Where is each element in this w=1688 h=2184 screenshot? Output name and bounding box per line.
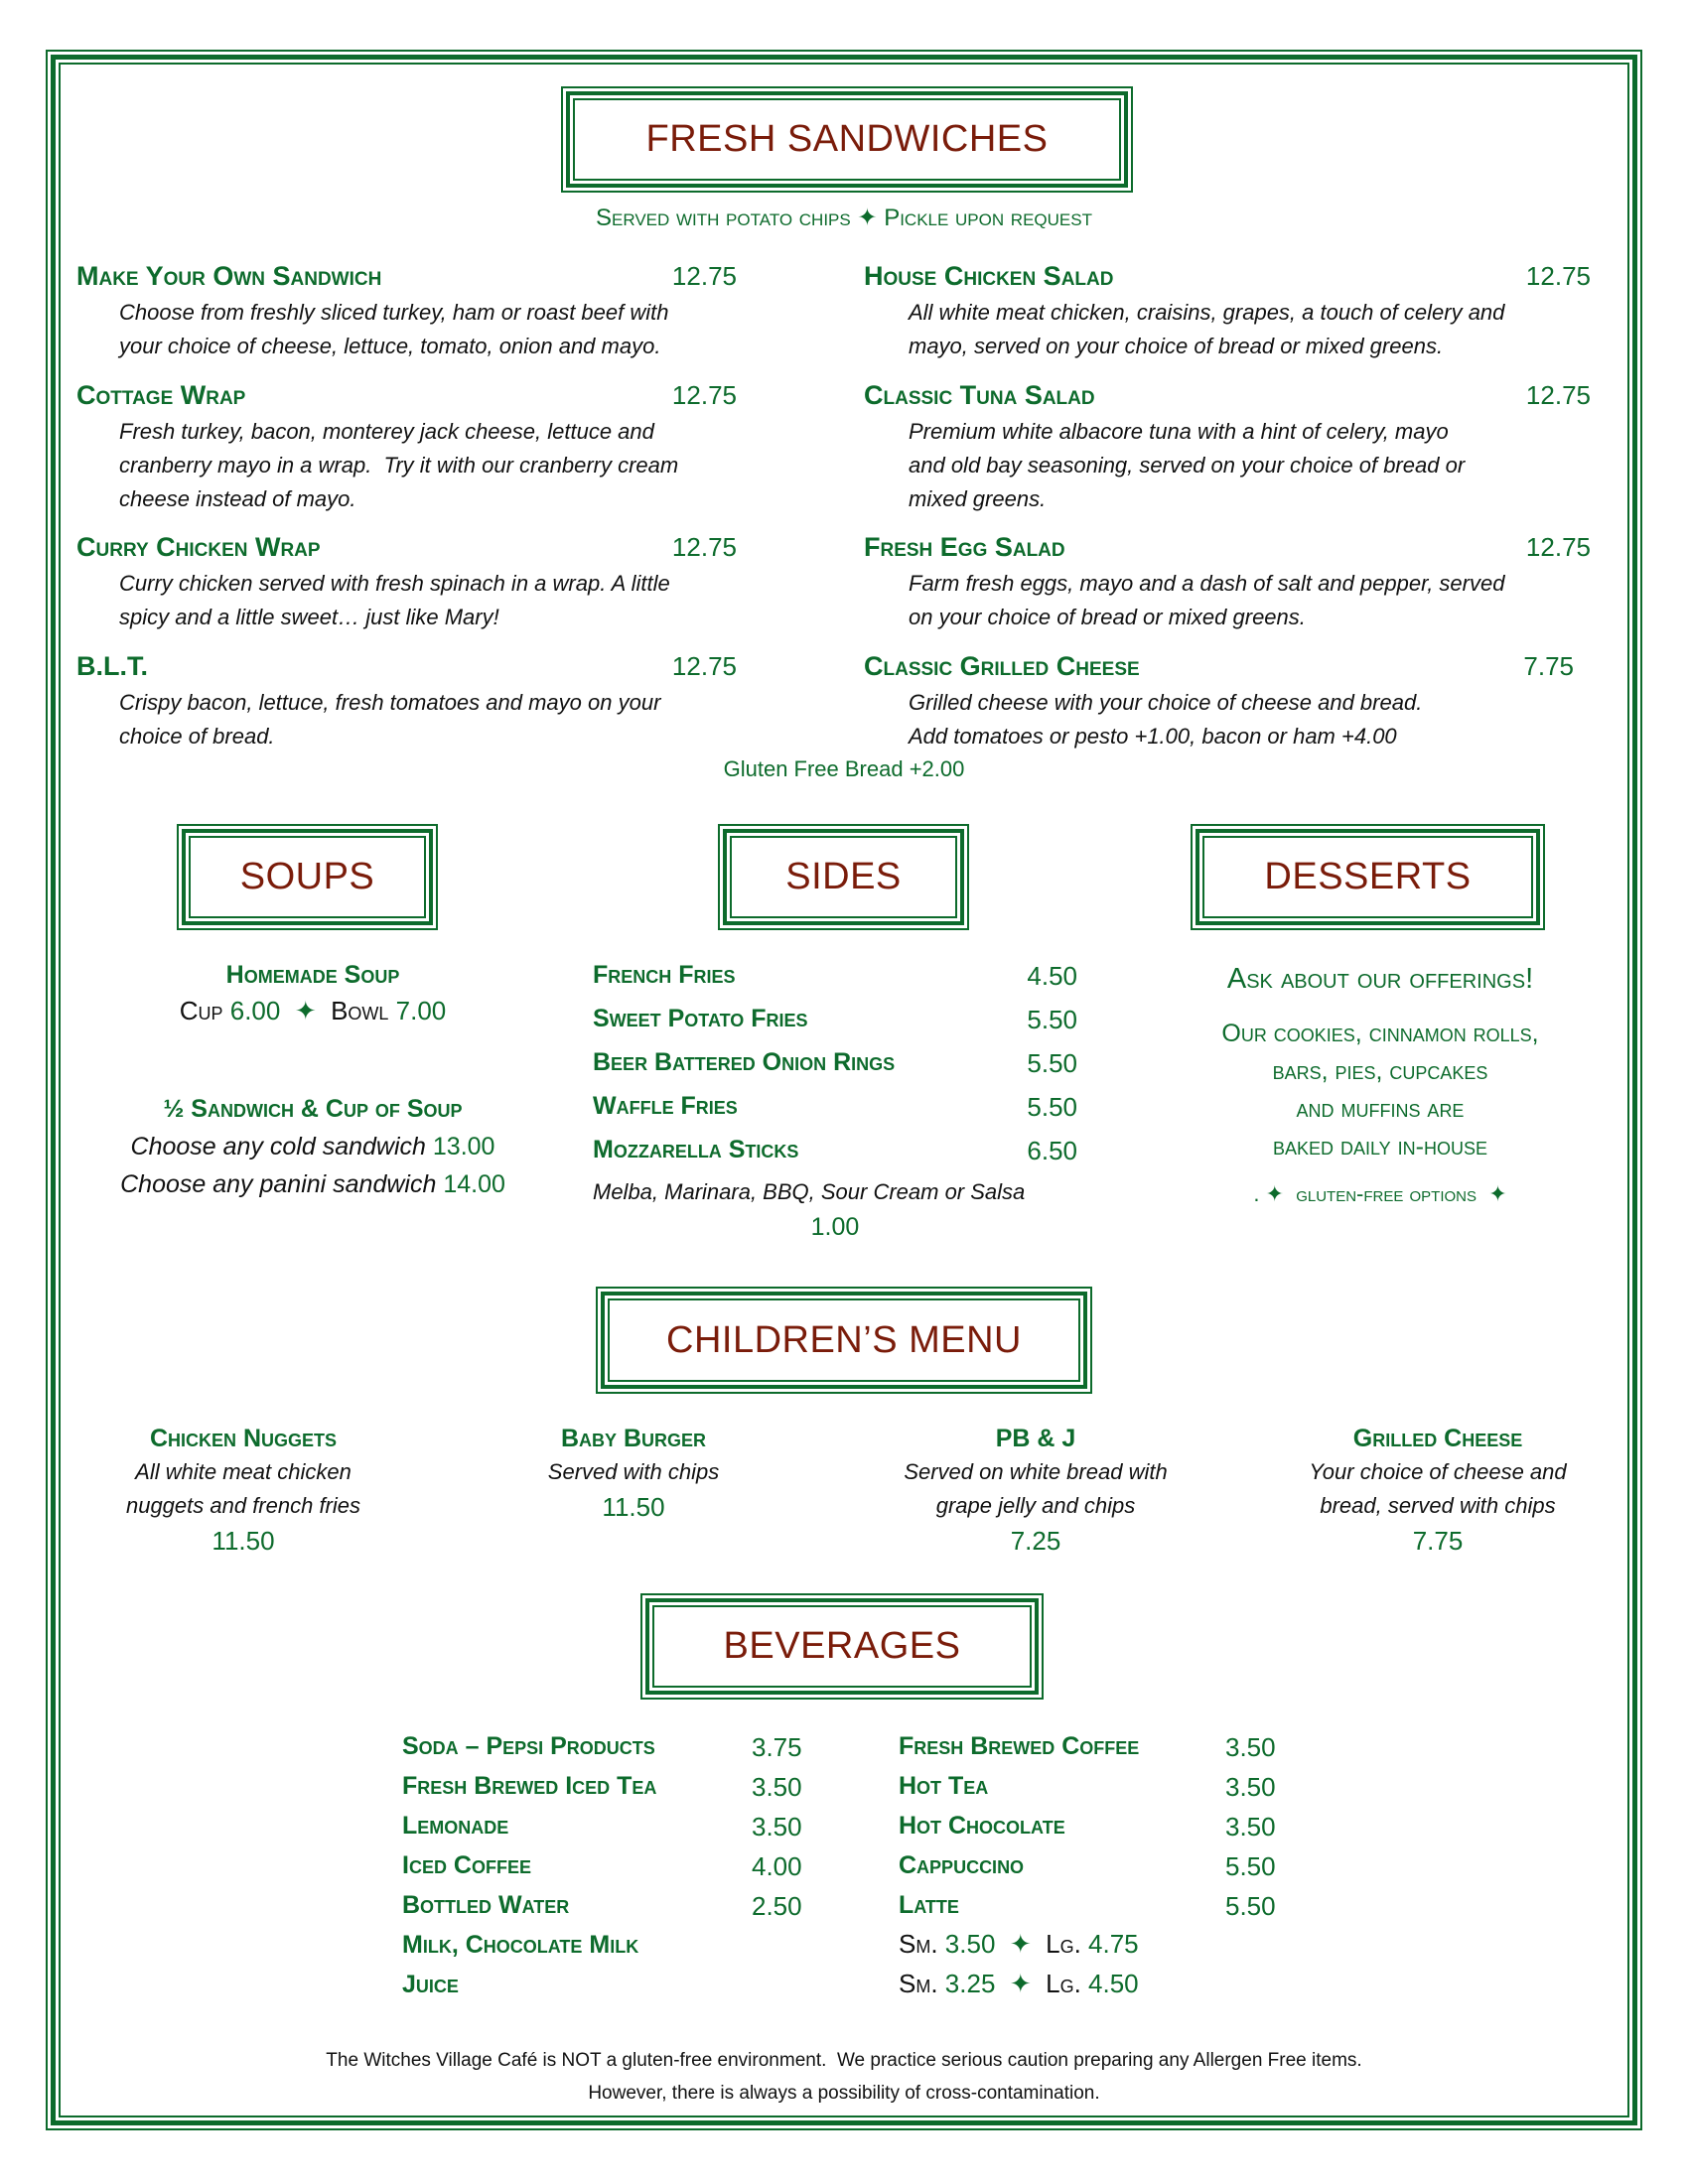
beverage-price: 3.50 xyxy=(1225,1732,1276,1762)
sauces-list: Melba, Marinara, BBQ, Sour Cream or Salsa xyxy=(593,1179,1026,1204)
item-description xyxy=(909,567,1604,634)
kids-item-name: Grilled Cheese xyxy=(1352,1425,1523,1452)
item-name: Classic Grilled Cheese xyxy=(864,651,1140,681)
small-label: Sm. xyxy=(899,1929,938,1959)
bowl-label: Bowl xyxy=(331,996,389,1025)
kids-item-desc: grape jelly and chips xyxy=(935,1493,1136,1518)
kids-item-price: 11.50 xyxy=(211,1526,275,1556)
item-description xyxy=(909,296,1604,363)
side-price: 4.50 xyxy=(1027,961,1077,991)
beverage-name: Fresh Brewed Coffee xyxy=(899,1732,1140,1760)
desc-line: Grilled cheese with your choice of cheese and bread. xyxy=(909,690,1423,715)
side-price: 5.50 xyxy=(1027,1005,1077,1034)
item-price: 12.75 xyxy=(671,261,737,291)
kids-item-desc: bread, served with chips xyxy=(1320,1493,1556,1518)
kids-item xyxy=(475,1422,792,1525)
small-price: 3.50 xyxy=(944,1929,996,1959)
item-description xyxy=(909,415,1604,516)
item-description xyxy=(119,415,814,516)
beverage-price: 5.50 xyxy=(1225,1851,1276,1881)
item-description xyxy=(119,686,814,753)
bowl-price: 7.00 xyxy=(395,996,447,1025)
children-header-box xyxy=(596,1287,1092,1394)
side-name: Mozzarella Sticks xyxy=(593,1136,799,1163)
desc-line: on your choice of bread or mixed greens. xyxy=(909,605,1306,629)
beverage-price: 3.50 xyxy=(1225,1812,1276,1842)
small-label: Sm. xyxy=(899,1969,938,1998)
side-price: 5.50 xyxy=(1027,1092,1077,1122)
beverage-price: 5.50 xyxy=(1225,1891,1276,1921)
beverage-name: Cappuccino xyxy=(899,1851,1025,1879)
desc-line: Premium white albacore tuna with a hint of celery, mayo xyxy=(909,419,1449,444)
desc-line: spicy and a little sweet… just like Mary! xyxy=(119,605,499,629)
small-price: 3.25 xyxy=(944,1969,996,1998)
kids-item xyxy=(877,1422,1195,1559)
side-price: 5.50 xyxy=(1027,1048,1077,1078)
children-title: CHILDREN’S MENU xyxy=(666,1318,1022,1361)
beverage-price: 3.50 xyxy=(752,1812,802,1842)
combo-option-label: Choose any cold sandwich xyxy=(130,1133,426,1160)
side-name: Beer Battered Onion Rings xyxy=(593,1048,896,1076)
beverage-name: Iced Coffee xyxy=(402,1851,531,1879)
sandwiches-title: FRESH SANDWICHES xyxy=(645,118,1049,160)
item-description xyxy=(909,686,1604,753)
item-name: Make Your Own Sandwich xyxy=(76,261,382,291)
item-name: Curry Chicken Wrap xyxy=(76,532,321,562)
desc-line: cranberry mayo in a wrap. Try it with our cranberry cream xyxy=(119,453,679,478)
kids-item xyxy=(1279,1422,1597,1559)
cup-price: 6.00 xyxy=(229,996,281,1025)
sandwiches-subtitle xyxy=(0,204,1688,232)
desc-line: choice of bread. xyxy=(119,724,275,749)
beverage-price: 3.50 xyxy=(752,1772,802,1802)
large-label: Lg. xyxy=(1046,1929,1081,1959)
item-name: B.L.T. xyxy=(76,651,148,681)
item-price: 12.75 xyxy=(671,651,737,681)
item-name: Fresh Egg Salad xyxy=(864,532,1065,562)
desc-line: Choose from freshly sliced turkey, ham or roast beef with xyxy=(119,300,669,325)
beverage-price: 2.50 xyxy=(752,1891,802,1921)
kids-item-desc: Served on white bread with xyxy=(904,1459,1168,1484)
allergen-disclaimer-line1: The Witches Village Café is NOT a gluten-free environment. We practice serious caution preparing any Allergen Free items. xyxy=(326,2050,1362,2071)
beverage-price: 3.50 xyxy=(1225,1772,1276,1802)
sides-header-box xyxy=(718,824,969,930)
item-description xyxy=(119,567,814,634)
desc-line: Fresh turkey, bacon, monterey jack cheese, lettuce and xyxy=(119,419,654,444)
sparkle-icon: ✦ xyxy=(857,205,878,231)
gluten-free-bread-note: Gluten Free Bread +2.00 xyxy=(723,756,965,781)
sandwiches-header-box xyxy=(561,86,1133,193)
homemade-soup xyxy=(89,957,536,1028)
kids-item-price: 7.25 xyxy=(1010,1526,1061,1556)
kids-item-desc: All white meat chicken xyxy=(135,1459,352,1484)
item-name: House Chicken Salad xyxy=(864,261,1114,291)
desserts-gluten-free: . ✦ gluten-free options ✦ xyxy=(1253,1181,1507,1206)
large-price: 4.75 xyxy=(1088,1929,1139,1959)
kids-item-desc: Served with chips xyxy=(547,1459,720,1484)
kids-item-desc: Your choice of cheese and xyxy=(1309,1459,1567,1484)
beverage-name: Milk, Chocolate Milk xyxy=(402,1931,639,1959)
soups-title: SOUPS xyxy=(239,856,375,897)
desserts-line: bars, pies, cupcakes xyxy=(1272,1057,1488,1085)
combo-option-price: 13.00 xyxy=(432,1133,495,1160)
sparkle-icon: ✦ xyxy=(294,996,317,1025)
item-price: 12.75 xyxy=(671,532,737,562)
kids-item-name: PB & J xyxy=(995,1425,1076,1452)
kids-item-price: 7.75 xyxy=(1412,1526,1464,1556)
item-price: 12.75 xyxy=(1525,380,1591,410)
desc-line: mixed greens. xyxy=(909,486,1047,511)
desserts-line: and muffins are xyxy=(1296,1095,1465,1123)
desc-line: Curry chicken served with fresh spinach in a wrap. A little xyxy=(119,571,670,596)
desc-line: All white meat chicken, craisins, grapes, a touch of celery and xyxy=(909,300,1505,325)
desserts-line: Our cookies, cinnamon rolls, xyxy=(1221,1020,1539,1047)
side-name: French Fries xyxy=(593,961,736,989)
desserts-line: baked daily in-house xyxy=(1273,1133,1487,1160)
combo-option xyxy=(70,1165,556,1203)
desc-line: Add tomatoes or pesto +1.00, bacon or ham +4.00 xyxy=(909,724,1397,749)
beverage-price: 3.75 xyxy=(752,1732,802,1762)
beverage-name: Hot Chocolate xyxy=(899,1812,1065,1840)
beverages-header-box xyxy=(640,1593,1044,1700)
item-price: 12.75 xyxy=(671,380,737,410)
beverage-name: Latte xyxy=(899,1891,959,1919)
kids-item xyxy=(84,1422,402,1559)
sparkle-icon: ✦ xyxy=(1009,1929,1032,1959)
item-name: Cottage Wrap xyxy=(76,380,246,410)
kids-item-name: Baby Burger xyxy=(560,1425,707,1452)
combo-option-label: Choose any panini sandwich xyxy=(120,1170,437,1198)
combo-option-price: 14.00 xyxy=(443,1170,505,1198)
homemade-soup-prices xyxy=(89,993,536,1028)
desc-line: Farm fresh eggs, mayo and a dash of salt and pepper, served xyxy=(909,571,1505,596)
beverage-price: 4.00 xyxy=(752,1851,802,1881)
desserts-headline: Ask about our offerings! xyxy=(1226,963,1534,995)
desserts-title: DESSERTS xyxy=(1264,856,1472,897)
large-label: Lg. xyxy=(1046,1969,1081,1998)
subtitle-pickle: Pickle upon request xyxy=(884,205,1092,231)
kids-item-desc: nuggets and french fries xyxy=(125,1493,361,1518)
desc-line: mayo, served on your choice of bread or mixed greens. xyxy=(909,334,1444,358)
item-name: Classic Tuna Salad xyxy=(864,380,1095,410)
milk-size-prices xyxy=(899,1929,1139,1960)
soups-header-box xyxy=(177,824,438,930)
side-name: Sweet Potato Fries xyxy=(593,1005,808,1032)
sides-title: SIDES xyxy=(785,856,902,897)
combo-option xyxy=(70,1128,556,1165)
desserts-description xyxy=(1172,1015,1589,1165)
allergen-disclaimer-line2: However, there is always a possibility of cross-contamination. xyxy=(588,2083,1100,2104)
beverage-name: Hot Tea xyxy=(899,1772,989,1800)
side-price: 6.50 xyxy=(1027,1136,1077,1165)
sauces-price: 1.00 xyxy=(810,1213,860,1241)
desc-line: cheese instead of mayo. xyxy=(119,486,356,511)
sandwich-soup-combo xyxy=(70,1090,556,1203)
beverage-name: Juice xyxy=(402,1971,459,1998)
desserts-header-box xyxy=(1191,824,1545,930)
subtitle-chips: Served with potato chips xyxy=(596,205,851,231)
kids-item-price: 11.50 xyxy=(602,1492,665,1522)
combo-name: ½ Sandwich & Cup of Soup xyxy=(163,1095,463,1123)
side-name: Waffle Fries xyxy=(593,1092,738,1120)
item-price: 7.75 xyxy=(1523,651,1574,681)
item-price: 12.75 xyxy=(1525,532,1591,562)
item-price: 12.75 xyxy=(1525,261,1591,291)
beverage-name: Lemonade xyxy=(402,1812,509,1840)
juice-size-prices xyxy=(899,1969,1139,1999)
desc-line: Crispy bacon, lettuce, fresh tomatoes and mayo on your xyxy=(119,690,661,715)
beverages-title: BEVERAGES xyxy=(723,1625,961,1667)
cup-label: Cup xyxy=(179,996,223,1025)
beverage-name: Soda – Pepsi Products xyxy=(402,1732,655,1760)
desc-line: and old bay seasoning, served on your choice of bread or xyxy=(909,453,1466,478)
large-price: 4.50 xyxy=(1088,1969,1139,1998)
desc-line: your choice of cheese, lettuce, tomato, onion and mayo. xyxy=(119,334,661,358)
beverage-name: Bottled Water xyxy=(402,1891,570,1919)
beverage-name: Fresh Brewed Iced Tea xyxy=(402,1772,657,1800)
sparkle-icon: ✦ xyxy=(1009,1969,1032,1998)
item-description xyxy=(119,296,794,363)
kids-item-name: Chicken Nuggets xyxy=(149,1425,338,1452)
homemade-soup-name: Homemade Soup xyxy=(225,961,400,989)
